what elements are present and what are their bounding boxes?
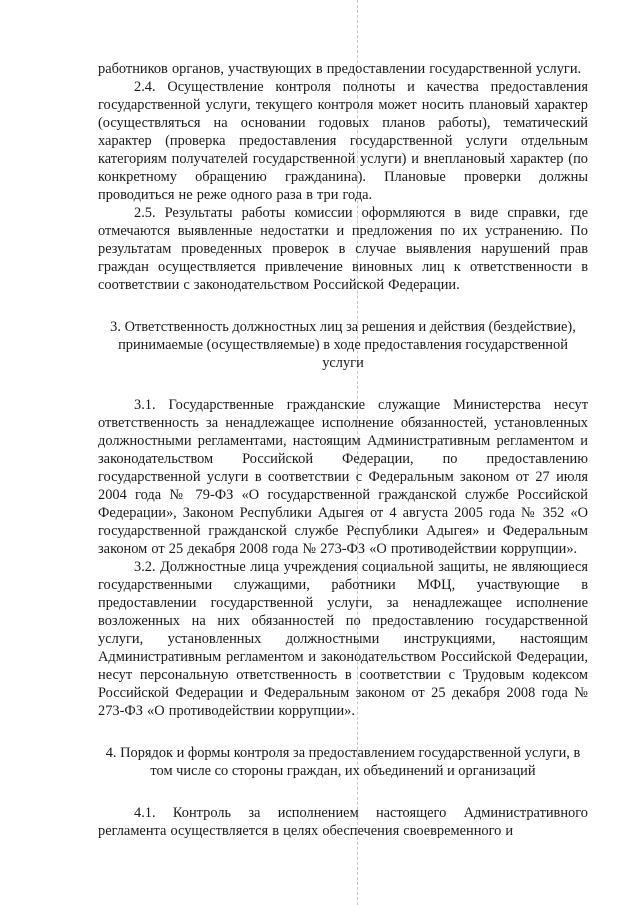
paragraph-intro: работников органов, участвующих в предоставлении государственной услуги. [98,61,582,77]
document-page [98,60,588,840]
section-heading-4: 4. Порядок и формы контроля за предоставлением государственной услуги, в том числе со стороны граждан, их объединений и организаций [105,745,581,779]
section-heading-3: 3. Ответственность должностных лиц за решения и действия (бездействие), принимаемые (осуществляемые) в ходе предоставления государственной услуги [110,319,576,371]
paragraph-2-4: 2.4. Осуществление контроля полноты и качества предоставления государственной услуги, текущего контроля может носить плановый характер (осуществляться на основании годовых планов работы), тематический характер (проверка предоставления государственной услуги отдельным категориям получателей государственной услуги) и внеплановый характер (по конкретному обращению гражданина). Плановые проверки должны проводиться не реже одного раза в три года. [98,79,588,203]
paragraph-3-1: 3.1. Государственные гражданские служащие Министерства несут ответственность за ненадлежащее исполнение обязанностей, установленных должностными регламентами, настоящим Административным регламентом и законодательством Российской Федерации, по предоставлению государственной услуги в соответствии с Федеральным законом от 27 июля 2004 года № 79-ФЗ «О государственной гражданской службе Российской Федерации», Законом Республики Адыгея от 4 августа 2005 года № 352 «О государственной гражданской службе Республики Адыгея» и Федеральным законом от 25 декабря 2008 года № 273-ФЗ «О противодействии коррупции». [98,397,588,557]
paragraph-3-2: 3.2. Должностные лица учреждения социальной защиты, не являющиеся государственными служащими, работники МФЦ, участвующие в предоставлении государственной услуги, за ненадлежащее исполнение возложенных на них обязанностей по предоставлению государственной услуги, установленных должностными инструкциями, настоящим Административным регламентом и законодательством Российской Федерации, несут персональную ответственность в соответствии с Трудовым кодексом Российской Федерации и Федеральным законом от 25 декабря 2008 года № 273-ФЗ «О противодействии коррупции». [98,559,588,719]
paragraph-4-1: 4.1. Контроль за исполнением настоящего Административного регламента осуществляется в целях обеспечения своевременного и [98,805,588,839]
paragraph-2-5: 2.5. Результаты работы комиссии оформляются в виде справки, где отмечаются выявленные недостатки и предложения по их устранению. По результатам проведенных проверок в случае выявления нарушений прав граждан осуществляется привлечение виновных лиц к ответственности в соответствии с законодательством Российской Федерации. [98,205,588,293]
